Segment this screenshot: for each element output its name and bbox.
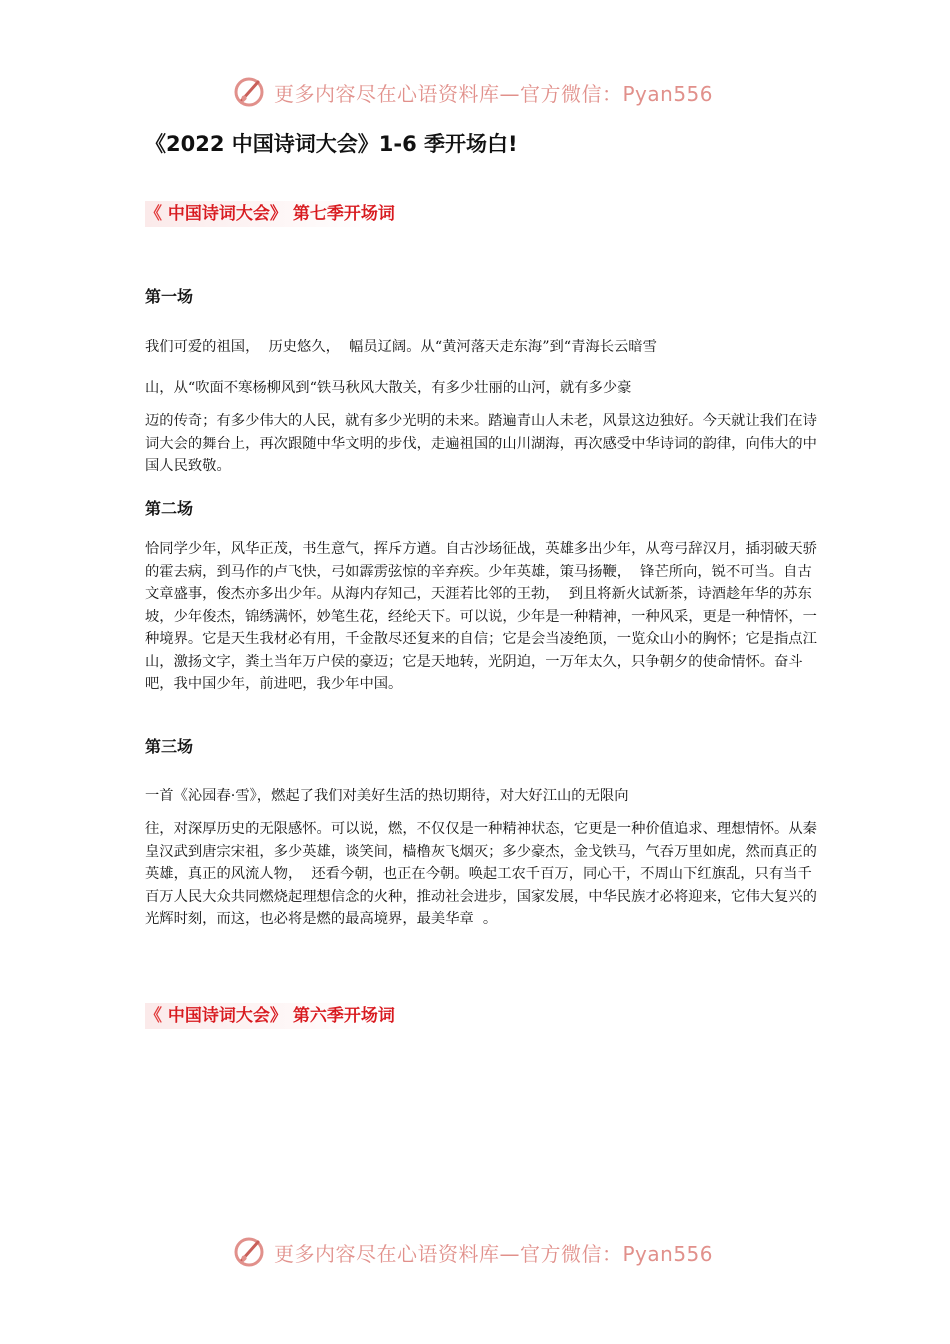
watermark-text: 更多内容尽在心语资料库—官方微信：Pyan556 [274,1241,714,1266]
watermark-header [232,72,713,112]
watermark-footer [232,1232,713,1272]
season-6-heading [145,1003,403,1029]
season-7-text: 中国诗词大会》 第七季开场词 [162,204,395,224]
section-2-heading: 第二场 [145,499,194,518]
section-1-line-1: 我们可爱的祖国， 历史悠久， 幅员辽阔。从“黄河落天走东海”到“青海长云暗雪 [145,339,657,355]
watermark-text: 更多内容尽在心语资料库—官方微信：Pyan556 [274,81,714,106]
section-3-paragraph: 往，对深厚历史的无限感怀。可以说，燃，不仅仅是一种精神状态，它更是一种价值追求、理想情怀。从秦皇汉武到唐宗宋祖，多少英雄，谈笑间，樯橹灰飞烟灭；多少豪杰，金戈铁马，气吞万里如虎，然而真正的英雄，真正的风流人物， 还看今朝，也正在今朝。唤起工农千百万，同心干，不周山下红旗乱，只有当千百万人民大众共同燃烧起理想信念的火种，推动社会进步，国家发展，中华民族才必将迎来，它伟大复兴的光辉时刻，而这，也必将是燃的最高境界，最美华章 。 [145,821,817,927]
season-7-prefix: 《 [145,204,162,224]
section-2-paragraph: 恰同学少年，风华正茂，书生意气，挥斥方遒。自古沙场征战，英雄多出少年，从弯弓辞汉月，插羽破天骄的霍去病，到马作的卢飞快，弓如霹雳弦惊的辛弃疾。少年英雄，策马扬鞭， 锋芒所向，锐不可当。自古文章盛事，俊杰亦多出少年。从海内存知己，天涯若比邻的王勃， 到且将新火试新茶，诗酒趁年华的苏东坡，少年俊杰，锦绣满怀，妙笔生花，经纶天下。可以说，少年是一种精神，一种风采，更是一种情怀，一种境界。它是天生我材必有用，千金散尽还复来的自信；它是会当凌绝顶，一览众山小的胸怀；它是指点江山，激扬文字，粪土当年万户侯的豪迈；它是天地转，光阴迫，一万年太久，只争朝夕的使命情怀。奋斗吧，我中国少年，前进吧，我少年中国。 [145,541,817,692]
section-1-paragraph: 迈的传奇；有多少伟大的人民，就有多少光明的未来。踏遍青山人未老，风景这边独好。今天就让我们在诗词大会的舞台上，再次跟随中华文明的步伐，走遍祖国的山川湖海，再次感受中华诗词的韵律，向伟大的中国人民致敬。 [145,413,817,474]
document-title: 《2022 中国诗词大会》1-6 季开场白! [145,132,518,156]
season-7-heading [145,201,403,227]
brush-logo-icon [232,1234,268,1270]
section-3-line-1: 一首《沁园春·雪》，燃起了我们对美好生活的热切期待，对大好江山的无限向 [145,788,629,804]
section-3-heading: 第三场 [145,737,194,756]
section-1-heading: 第一场 [145,287,194,306]
section-1-line-2: 山，从“吹面不寒杨柳风到“铁马秋风大散关，有多少壮丽的山河，就有多少豪 [145,380,632,396]
season-6-prefix: 《 [145,1006,162,1026]
brush-logo-icon [232,74,268,110]
season-6-text: 中国诗词大会》 第六季开场词 [162,1006,395,1026]
